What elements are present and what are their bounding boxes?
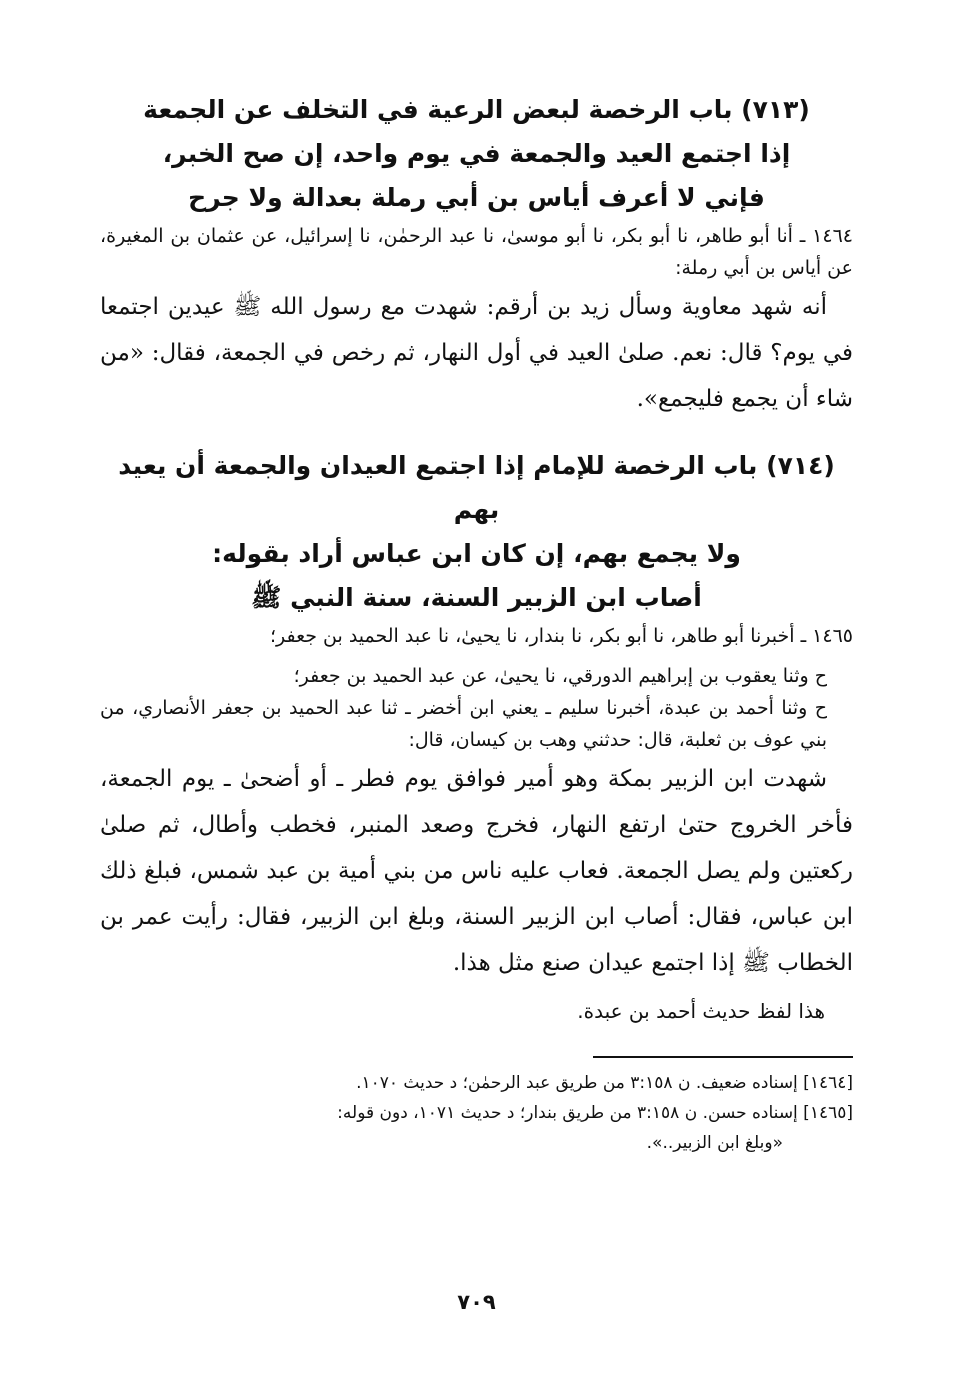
hadith-1465-matn: شهدت ابن الزبير بمكة وهو أمير فوافق يوم فطر ـ أو أضحىٰ ـ يوم الجمعة، فأخر الخروج حتىٰ ارتفع النهار، فخرج وصعد المنبر، فخطب وأطال، ثم صلىٰ ركعتين ولم يصل الجمعة. فعاب عليه ناس من بني أمية بن عبد شمس، فبلغ ذلك ابن عباس، فقال: أصاب ابن الزبير السنة، وبلغ ابن الزبير، فقال: رأيت عمر بن الخطاب ﷺ إذا اجتمع عيدان صنع مثل هذا. [100,766,853,976]
hadith-1465-note: هذا لفظ حديث أحمد بن عبدة. [577,999,825,1023]
hadith-1465-isnad-1: ١٤٦٥ ـ أخبرنا أبو طاهر، نا أبو بكر، نا بندار، نا يحيىٰ، نا عبد الحميد بن جعفر؛ [269,625,853,647]
hadith-1464-matn: أنه شهد معاوية وسأل زيد بن أرقم: شهدت مع رسول الله ﷺ عيدين اجتمعا في يوم؟ قال: نعم. صلىٰ العيد في أول النهار، ثم رخص في الجمعة، فقال: «من شاء أن يجمع فليجمع». [100,294,853,412]
chapter-713-line3: فإني لا أعرف أياس بن أبي رملة بعدالة ولا جرح [188,183,765,212]
chapter-714-heading [100,444,853,620]
chapter-713-line1: (٧١٣) باب الرخصة لبعض الرعية في التخلف عن الجمعة [143,95,810,124]
chapter-714-line1: (٧١٤) باب الرخصة للإمام إذا اجتمع العيدان والجمعة أن يعيد بهم [118,451,835,524]
chapter-714-line2: ولا يجمع بهم، إن كان ابن عباس أراد بقوله: [212,539,741,568]
footnote-1465 [100,1098,853,1158]
chapter-713-heading [100,88,853,220]
chapter-714-line3: أصاب ابن الزبير السنة، سنة النبي ﷺ [251,583,702,612]
footnote-divider [593,1056,853,1058]
footnote-1464: [١٤٦٤] إسناده ضعيف. ن ٣:١٥٨ من طريق عبد الرحمٰن؛ د حديث ١٠٧٠. [356,1073,853,1093]
page-number: ٧٠٩ [457,1290,496,1314]
hadith-1464-isnad: ١٤٦٤ ـ أنا أبو طاهر، نا أبو بكر، نا أبو موسىٰ، نا عبد الرحمٰن، نا إسرائيل، عن عثمان بن المغيرة، عن أياس بن أبي رملة: [100,225,853,279]
footnote-1465-continuation: «وبلغ ابن الزبير..». [646,1133,783,1153]
hadith-1465-isnad-2: ح وثنا يعقوب بن إبراهيم الدورقي، نا يحيىٰ، عن عبد الحميد بن جعفر؛ [293,665,827,687]
chapter-713-line2: إذا اجتمع العيد والجمعة في يوم واحد، إن صح الخبر، [162,139,791,168]
footnote-1465-text: [١٤٦٥] إسناده حسن. ن ٣:١٥٨ من طريق بندار؛ د حديث ١٠٧١، دون قوله: [337,1103,853,1123]
hadith-1465-isnad-3: ح وثنا أحمد بن عبدة، أخبرنا سليم ـ يعني ابن أخضر ـ ثنا عبد الحميد بن جعفر الأنصاري، من بني عوف بن ثعلبة، قال: حدثني وهب بن كيسان، قال: [100,697,827,751]
page-body [100,88,853,1158]
